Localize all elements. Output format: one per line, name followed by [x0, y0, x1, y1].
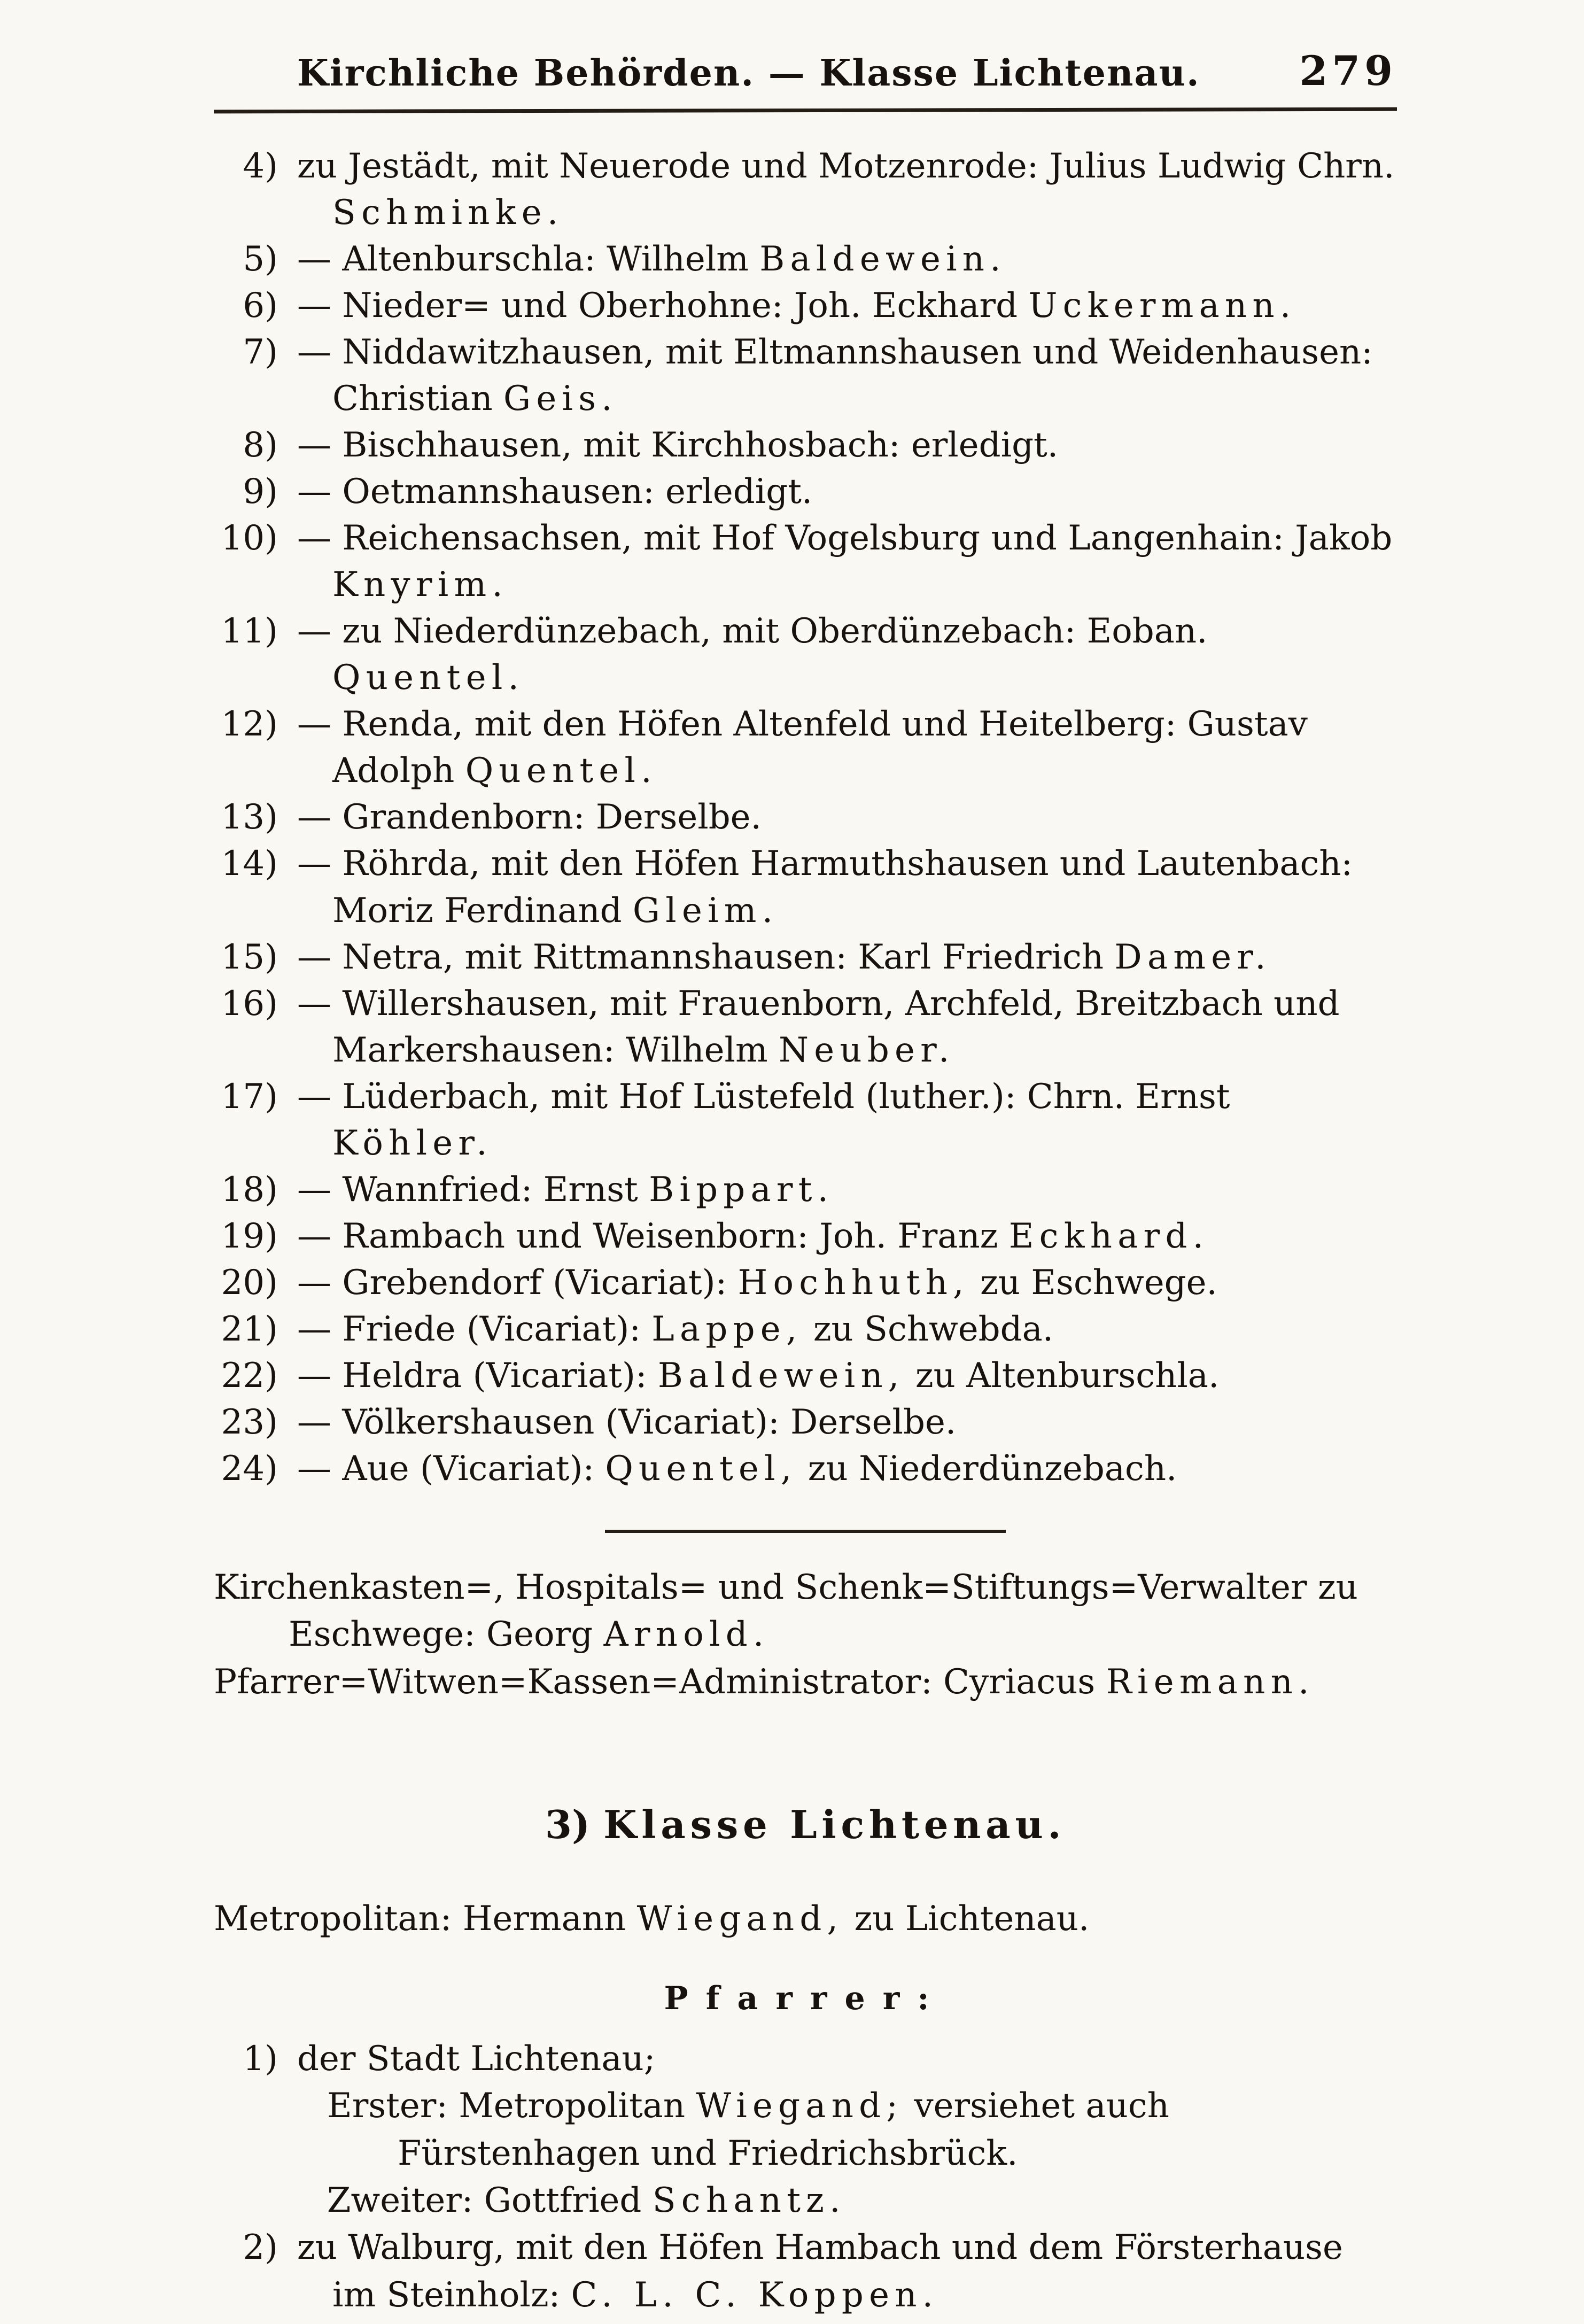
entry-name: Schantz.	[652, 2181, 846, 2221]
entry-number: 4)	[243, 146, 278, 186]
entry-text	[297, 469, 1397, 515]
entry-text	[297, 1074, 1397, 1167]
entry-name: Quentel,	[605, 1448, 797, 1489]
clergy-entry	[214, 1306, 1397, 1353]
entry-pre: — Aue (Vicariat):	[297, 1448, 594, 1489]
metropolitan-name: Wiegand,	[636, 1899, 844, 1939]
note-line	[214, 1564, 1397, 1659]
entry-text	[297, 2035, 1397, 2082]
entry-pre: — Nieder= und Oberhohne: Joh. Eckhard	[297, 286, 1018, 326]
entry-name: Damer.	[1114, 937, 1271, 977]
entry-number: 10)	[221, 518, 278, 559]
entry-number: 16)	[221, 983, 278, 1024]
clergy-list	[214, 143, 1397, 1492]
entry-post: zu Schwebda.	[813, 1309, 1054, 1349]
entry-name: C. L. C. Koppen.	[571, 2275, 939, 2315]
entry-number: 20)	[221, 1262, 278, 1303]
entry-text	[297, 1306, 1397, 1353]
section-heading	[214, 1802, 1397, 1847]
entry-text	[297, 329, 1397, 422]
entry-name: Geis.	[503, 379, 618, 419]
entry-name: Eckhard.	[1008, 1216, 1209, 1256]
entry-post: versiehet auch Fürstenhagen und Friedrichsbrück.	[398, 2086, 1169, 2173]
entry-number: 17)	[221, 1076, 278, 1117]
entry-text	[297, 143, 1397, 236]
note-line	[214, 1659, 1397, 1706]
entry-text	[297, 515, 1397, 608]
entry-number: 12)	[221, 704, 278, 745]
entry-pre: — Rambach und Weisenborn: Joh. Franz	[297, 1216, 998, 1256]
pfarrer-list	[214, 2035, 1397, 2319]
clergy-entry	[214, 1213, 1397, 1260]
note-pre: Pfarrer=Witwen=Kassen=Administrator: Cyriacus	[214, 1662, 1096, 1702]
entry-text	[297, 1167, 1397, 1213]
entry-number: 2)	[243, 2228, 278, 2268]
page-number: 279	[1299, 47, 1397, 95]
header-rule	[214, 107, 1397, 114]
entry-pre: — zu Niederdünzebach, mit Oberdünzebach: Eoban.	[297, 611, 1208, 652]
entry-post: zu Altenburschla.	[915, 1355, 1220, 1396]
note-pre: Kirchenkasten=, Hospitals= und Schenk=Stiftungs=Verwalter zu Eschwege: Georg	[214, 1567, 1358, 1655]
entry-text	[297, 981, 1397, 1074]
clergy-entry	[214, 1446, 1397, 1492]
metropolitan-line	[214, 1895, 1397, 1942]
entry-text	[297, 283, 1397, 329]
entry-name: Lappe,	[651, 1309, 803, 1349]
entry-number: 8)	[243, 425, 278, 466]
entry-pre: — Friede (Vicariat):	[297, 1309, 641, 1349]
entry-number: 15)	[221, 937, 278, 977]
entry-number: 24)	[221, 1448, 278, 1489]
entry-text	[297, 701, 1397, 794]
entry-post: zu Eschwege.	[980, 1262, 1217, 1303]
entry-text	[297, 1446, 1397, 1492]
section-heading-text: Klasse Lichtenau.	[603, 1801, 1066, 1847]
pfarrer-entry	[214, 2224, 1397, 2319]
clergy-entry	[214, 515, 1397, 608]
entry-number: 11)	[221, 611, 278, 652]
metropolitan-post: zu Lichtenau.	[854, 1899, 1090, 1939]
clergy-entry	[214, 608, 1397, 701]
entry-text	[297, 236, 1397, 283]
clergy-entry	[214, 143, 1397, 236]
clergy-entry	[214, 1399, 1397, 1446]
entry-pre: der Stadt Lichtenau;	[297, 2039, 656, 2079]
entry-pre: zu Walburg, mit den Höfen Hambach und dem Försterhause im Steinholz:	[297, 2228, 1343, 2315]
entry-text	[297, 1213, 1397, 1260]
entry-text	[297, 1353, 1397, 1399]
entry-name: Gleim.	[632, 890, 779, 931]
entry-pre: — Altenburschla: Wilhelm	[297, 239, 749, 280]
clergy-entry	[214, 422, 1397, 469]
clergy-entry	[214, 1353, 1397, 1399]
note-name: Arnold.	[603, 1615, 770, 1655]
entry-name: Baldewein,	[657, 1355, 905, 1396]
pfarrer-sub-entry	[327, 2082, 1397, 2177]
entry-name: Quentel.	[332, 658, 525, 698]
clergy-entry	[214, 469, 1397, 515]
entry-pre: — Oetmannshausen: erledigt.	[297, 472, 813, 512]
entry-pre: — Wannfried: Ernst	[297, 1169, 638, 1210]
entry-pre: — Niddawitzhausen, mit Eltmannshausen und Weidenhausen: Christian	[297, 332, 1373, 419]
entry-name: Schminke.	[332, 193, 564, 233]
entry-pre: Zweiter: Gottfried	[327, 2181, 642, 2221]
entry-pre: — Bischhausen, mit Kirchhosbach: erledigt.	[297, 425, 1059, 466]
clergy-entry	[214, 1074, 1397, 1167]
clergy-entry	[214, 329, 1397, 422]
pfarrer-entry	[214, 2035, 1397, 2082]
entry-pre: — Völkershausen (Vicariat): Derselbe.	[297, 1402, 957, 1442]
entry-pre: — Willershausen, mit Frauenborn, Archfeld, Breitzbach und Markershausen: Wilhelm	[297, 983, 1340, 1070]
metropolitan-pre: Metropolitan: Hermann	[214, 1899, 626, 1939]
entry-text	[297, 422, 1397, 469]
entry-pre: zu Jestädt, mit Neuerode und Motzenrode: Julius Ludwig Chrn.	[297, 146, 1395, 186]
note-name: Riemann.	[1106, 1662, 1315, 1702]
entry-number: 6)	[243, 286, 278, 326]
clergy-entry	[214, 701, 1397, 794]
clergy-entry	[214, 794, 1397, 841]
entry-number: 5)	[243, 239, 278, 280]
clergy-entry	[214, 283, 1397, 329]
clergy-entry	[214, 981, 1397, 1074]
clergy-entry	[214, 1260, 1397, 1306]
entry-name: Uckermann.	[1028, 286, 1296, 326]
entry-name: Bippart.	[649, 1169, 834, 1210]
entry-text	[297, 934, 1397, 981]
entry-number: 9)	[243, 472, 278, 512]
entry-pre: — Grebendorf (Vicariat):	[297, 1262, 727, 1303]
entry-pre: — Renda, mit den Höfen Altenfeld und Heitelberg: Gustav Adolph	[297, 704, 1308, 791]
entry-name: Baldewein.	[759, 239, 1006, 280]
entry-number: 7)	[243, 332, 278, 373]
clergy-entry	[214, 934, 1397, 981]
entry-text	[297, 1399, 1397, 1446]
entry-pre: — Lüderbach, mit Hof Lüstefeld (luther.): Chrn. Ernst	[297, 1076, 1230, 1117]
entry-text	[297, 2224, 1397, 2319]
entry-text	[297, 794, 1397, 841]
pfarrer-heading: Pfarrer:	[664, 1980, 947, 2018]
entry-pre: — Röhrda, mit den Höfen Harmuthshausen und Lautenbach: Moriz Ferdinand	[297, 844, 1353, 931]
entry-number: 19)	[221, 1216, 278, 1256]
entry-pre: — Grandenborn: Derselbe.	[297, 797, 762, 838]
entry-pre: — Heldra (Vicariat):	[297, 1355, 647, 1396]
entry-number: 18)	[221, 1169, 278, 1210]
entry-name: Hochhuth,	[737, 1262, 969, 1303]
entry-number: 14)	[221, 844, 278, 884]
entry-name: Wiegand;	[696, 2086, 904, 2126]
clergy-entry	[214, 236, 1397, 283]
entry-number: 1)	[243, 2039, 278, 2079]
entry-pre: — Netra, mit Rittmannshausen: Karl Friedrich	[297, 937, 1104, 977]
entry-name: Köhler.	[332, 1123, 493, 1163]
clergy-entry	[214, 841, 1397, 934]
entry-pre: — Reichensachsen, mit Hof Vogelsburg und Langenhain: Jakob	[297, 518, 1393, 559]
page-header	[214, 47, 1397, 95]
entry-name: Neuber.	[779, 1030, 955, 1070]
section-divider	[605, 1530, 1006, 1533]
entry-text	[297, 608, 1397, 701]
administrator-notes	[214, 1564, 1397, 1706]
entry-post: zu Niederdünzebach.	[807, 1448, 1177, 1489]
entry-text	[297, 841, 1397, 934]
entry-number: 22)	[221, 1355, 278, 1396]
entry-number: 23)	[221, 1402, 278, 1442]
pfarrer-sub-entry	[327, 2177, 1397, 2224]
entry-text	[297, 1260, 1397, 1306]
entry-pre: Erster: Metropolitan	[327, 2086, 686, 2126]
entry-number: 13)	[221, 797, 278, 838]
running-title: Kirchliche Behörden. — Klasse Lichtenau.	[297, 52, 1200, 95]
entry-name: Knyrim.	[332, 565, 508, 605]
clergy-entry	[214, 1167, 1397, 1213]
entry-number: 21)	[221, 1309, 278, 1349]
entry-name: Quentel.	[465, 751, 657, 791]
section-heading-number: 3)	[545, 1801, 591, 1847]
